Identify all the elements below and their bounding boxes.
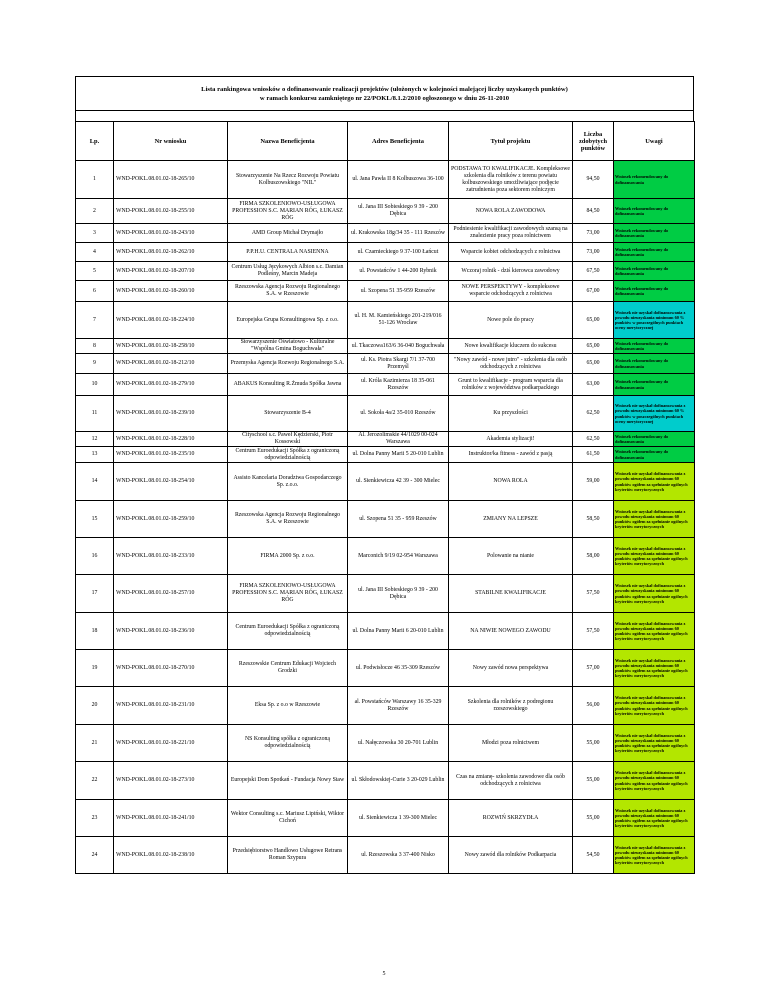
table-row <box>76 374 695 396</box>
document-title <box>75 76 694 110</box>
cell-lp: 16 <box>76 538 114 575</box>
cell-lp: 17 <box>76 575 114 613</box>
cell-uwagi: Wniosek rekomendowany do dofinansowania <box>614 432 695 447</box>
table-row <box>76 161 695 199</box>
cell-adres-beneficjenta: ul. Ks. Piotra Skargi 7/1 37-700 Przemyśl <box>348 354 449 374</box>
cell-tytul-projektu: NOWA ROLA ZAWODOWA <box>449 199 573 224</box>
cell-nr-wniosku: WND-POKL.08.01.02-18-228/10 <box>114 432 228 447</box>
cell-tytul-projektu: Akademia stylizacji! <box>449 432 573 447</box>
table-row <box>76 575 695 613</box>
cell-nazwa-beneficjenta: Assisto Kancelaria Doradztwa Gospodarczego Sp. z.o.o. <box>228 463 348 501</box>
cell-lp: 11 <box>76 396 114 432</box>
cell-uwagi: Wniosek nie uzyskał dofinansowania z powodu nieuzyskania minimum 60 punktów ogółem za spełnianie ogólnych kryteriów merytorycznych <box>614 687 695 725</box>
cell-uwagi: Wniosek nie uzyskał dofinansowania z powodu nieuzyskania minimum 60 punktów ogółem za spełnianie ogólnych kryteriów merytorycznych <box>614 463 695 501</box>
cell-adres-beneficjenta: ul. Sienkiewicza 42 39 - 300 Mielec <box>348 463 449 501</box>
table-row <box>76 302 695 339</box>
cell-nazwa-beneficjenta: Stowarzyszenie Oświatowo - Kulturalne "Wspólna Gmina Boguchwała" <box>228 339 348 354</box>
cell-nr-wniosku: WND-POKL.08.01.02-18-259/10 <box>114 501 228 538</box>
cell-tytul-projektu: Nowy zawód nowa perspektywa <box>449 650 573 687</box>
header-tytul-projektu: Tytuł projektu <box>449 122 573 161</box>
cell-punkty: 55,00 <box>573 725 614 762</box>
cell-lp: 20 <box>76 687 114 725</box>
cell-uwagi: Wniosek nie uzyskał dofinansowania z powodu nieuzyskania minimum 60 % punktów w poszczególnych punktach oceny merytorycznej <box>614 302 695 339</box>
cell-nazwa-beneficjenta: Rzeszowskie Centrum Edukacji Wojciech Grodzki <box>228 650 348 687</box>
cell-uwagi: Wniosek nie uzyskał dofinansowania z powodu nieuzyskania minimum 60 % punktów w poszczególnych punktach oceny merytorycznej <box>614 396 695 432</box>
cell-punkty: 55,00 <box>573 800 614 837</box>
header-adres-beneficjenta: Adres Beneficjenta <box>348 122 449 161</box>
header-nr-wniosku: Nr wniosku <box>114 122 228 161</box>
cell-adres-beneficjenta: ul. H. M. Kamieńskiego 201-219/016 51-126 Wrocław <box>348 302 449 339</box>
cell-nazwa-beneficjenta: AMD Group Michał Drymajło <box>228 224 348 243</box>
cell-nazwa-beneficjenta: FIRMA 2000 Sp. z o.o. <box>228 538 348 575</box>
cell-nr-wniosku: WND-POKL.08.01.02-18-265/10 <box>114 161 228 199</box>
table-row <box>76 501 695 538</box>
table-row <box>76 339 695 354</box>
table-row <box>76 199 695 224</box>
cell-adres-beneficjenta: ul. Szopena 51 35-959 Rzeszów <box>348 281 449 302</box>
table-row <box>76 800 695 837</box>
cell-punkty: 63,00 <box>573 374 614 396</box>
cell-uwagi: Wniosek rekomendowany do dofinansowania <box>614 447 695 463</box>
cell-nazwa-beneficjenta: FIRMA SZKOLENIOWO-USŁUGOWA PROFESSION S.C. MARIAN RÓG, ŁUKASZ RÓG <box>228 575 348 613</box>
table-row <box>76 463 695 501</box>
table-row <box>76 224 695 243</box>
cell-nazwa-beneficjenta: Przedsiębiorstwo Handlowo Usługowe Retrans Roman Szypura <box>228 837 348 874</box>
table-row <box>76 650 695 687</box>
cell-tytul-projektu: NA NIWIE NOWEGO ZAWODU <box>449 613 573 650</box>
cell-uwagi: Wniosek rekomendowany do dofinansowania <box>614 281 695 302</box>
cell-punkty: 94,50 <box>573 161 614 199</box>
cell-nr-wniosku: WND-POKL.08.01.02-18-233/10 <box>114 538 228 575</box>
cell-lp: 4 <box>76 243 114 262</box>
cell-lp: 24 <box>76 837 114 874</box>
cell-adres-beneficjenta: ul. Czarnieckiego 9 37-100 Łańcut <box>348 243 449 262</box>
cell-lp: 6 <box>76 281 114 302</box>
cell-tytul-projektu: Grunt to kwalifikacje - program wsparcia dla rolników z województwa podkarpackiego <box>449 374 573 396</box>
cell-adres-beneficjenta: ul. Jana III Sobieskiego 9 39 - 200 Dębica <box>348 199 449 224</box>
cell-punkty: 73,00 <box>573 224 614 243</box>
cell-nr-wniosku: WND-POKL.08.01.02-18-236/10 <box>114 613 228 650</box>
table-row <box>76 837 695 874</box>
cell-nazwa-beneficjenta: Centrum Euroedukacji Spółka z ograniczoną odpowiedzialnością <box>228 447 348 463</box>
header-lp: Lp. <box>76 122 114 161</box>
cell-punkty: 67,50 <box>573 262 614 281</box>
cell-nazwa-beneficjenta: Stowarzyszenie Na Rzecz Rozwoju Powiatu Kolbuszowskiego "NIL" <box>228 161 348 199</box>
cell-lp: 5 <box>76 262 114 281</box>
cell-uwagi: Wniosek nie uzyskał dofinansowania z powodu nieuzyskania minimum 60 punktów ogółem za spełnianie ogólnych kryteriów merytorycznych <box>614 501 695 538</box>
cell-lp: 19 <box>76 650 114 687</box>
cell-nr-wniosku: WND-POKL.08.01.02-18-235/10 <box>114 447 228 463</box>
table-header-row <box>76 122 695 161</box>
cell-lp: 14 <box>76 463 114 501</box>
cell-lp: 9 <box>76 354 114 374</box>
cell-punkty: 57,50 <box>573 575 614 613</box>
table-row <box>76 687 695 725</box>
cell-adres-beneficjenta: ul. Rzeszowska 3 37-400 Nisko <box>348 837 449 874</box>
table-row <box>76 432 695 447</box>
cell-nazwa-beneficjenta: Wektor Consulting s.c. Mariusz Lipiński, Wiktor Cichoń <box>228 800 348 837</box>
cell-nazwa-beneficjenta: ABAKUS Konsulting R.Żmuda Spółka Jawna <box>228 374 348 396</box>
cell-tytul-projektu: Czas na zmianę- szkolenia zawodowe dla osób odchodzących z rolnictwa <box>449 762 573 800</box>
cell-uwagi: Wniosek nie uzyskał dofinansowania z powodu nieuzyskania minimum 60 punktów ogółem za spełnianie ogólnych kryteriów merytorycznych <box>614 538 695 575</box>
cell-tytul-projektu: Nowe kwalifikacje kluczem do sukcesu <box>449 339 573 354</box>
table-row <box>76 262 695 281</box>
cell-adres-beneficjenta: Marconich 9/19 02-954 Warszawa <box>348 538 449 575</box>
cell-adres-beneficjenta: ul. Podwisłocze 46 35-309 Rzeszów <box>348 650 449 687</box>
cell-nazwa-beneficjenta: Centrum Usług Językowych Albion s.c. Damian Podleśny, Marcin Madeja <box>228 262 348 281</box>
cell-nazwa-beneficjenta: P.P.H.U. CENTRALA NASIENNA <box>228 243 348 262</box>
cell-tytul-projektu: STABILNE KWALIFIKACJE <box>449 575 573 613</box>
cell-punkty: 73,00 <box>573 243 614 262</box>
header-nazwa-beneficjenta: Nazwa Beneficjenta <box>228 122 348 161</box>
cell-tytul-projektu: ROZWIŃ SKRZYDŁA <box>449 800 573 837</box>
cell-punkty: 59,00 <box>573 463 614 501</box>
cell-nr-wniosku: WND-POKL.08.01.02-18-262/10 <box>114 243 228 262</box>
cell-lp: 2 <box>76 199 114 224</box>
cell-adres-beneficjenta: ul. Sokoła 4a/2 35-010 Rzeszów <box>348 396 449 432</box>
cell-nr-wniosku: WND-POKL.08.01.02-18-224/10 <box>114 302 228 339</box>
cell-adres-beneficjenta: ul. Jana Pawła II 8 Kolbuszowa 36-100 <box>348 161 449 199</box>
ranking-table <box>75 121 695 874</box>
cell-punkty: 65,00 <box>573 339 614 354</box>
cell-nr-wniosku: WND-POKL.08.01.02-18-254/10 <box>114 463 228 501</box>
cell-uwagi: Wniosek rekomendowany do dofinansowania <box>614 243 695 262</box>
ranking-document <box>75 76 694 874</box>
cell-lp: 23 <box>76 800 114 837</box>
cell-lp: 21 <box>76 725 114 762</box>
cell-uwagi: Wniosek nie uzyskał dofinansowania z powodu nieuzyskania minimum 60 punktów ogółem za spełnianie ogólnych kryteriów merytorycznych <box>614 725 695 762</box>
cell-nr-wniosku: WND-POKL.08.01.02-18-212/10 <box>114 354 228 374</box>
cell-uwagi: Wniosek rekomendowany do dofinansowania <box>614 339 695 354</box>
cell-nr-wniosku: WND-POKL.08.01.02-18-238/10 <box>114 837 228 874</box>
cell-tytul-projektu: Nowy zawód dla rolników Podkarpacia <box>449 837 573 874</box>
cell-nr-wniosku: WND-POKL.08.01.02-18-255/10 <box>114 199 228 224</box>
cell-adres-beneficjenta: ul. Krakowska 18g/34 35 - 111 Rzeszów <box>348 224 449 243</box>
cell-nazwa-beneficjenta: Centrum Euroedukacji Spółka z ograniczoną odpowiedzialnością <box>228 613 348 650</box>
cell-lp: 1 <box>76 161 114 199</box>
cell-adres-beneficjenta: ul. Powstańców 1 44-200 Rybnik <box>348 262 449 281</box>
cell-tytul-projektu: Szkolenia dla rolników z podregionu rzeszowskiego <box>449 687 573 725</box>
table-row <box>76 281 695 302</box>
cell-nazwa-beneficjenta: Eksa Sp. z o.o w Rzeszowie <box>228 687 348 725</box>
cell-adres-beneficjenta: al. Powstańców Warszawy 16 35-329 Rzeszów <box>348 687 449 725</box>
table-row <box>76 354 695 374</box>
cell-punkty: 57,00 <box>573 650 614 687</box>
cell-nr-wniosku: WND-POKL.08.01.02-18-260/10 <box>114 281 228 302</box>
cell-nr-wniosku: WND-POKL.08.01.02-18-279/10 <box>114 374 228 396</box>
cell-uwagi: Wniosek nie uzyskał dofinansowania z powodu nieuzyskania minimum 60 punktów ogółem za spełnianie ogólnych kryteriów merytorycznych <box>614 650 695 687</box>
cell-nazwa-beneficjenta: Europejski Dom Spotkań - Fundacja Nowy Staw <box>228 762 348 800</box>
cell-uwagi: Wniosek rekomendowany do dofinansowania <box>614 224 695 243</box>
cell-punkty: 65,00 <box>573 354 614 374</box>
cell-adres-beneficjenta: ul. Dolna Panny Marii 6 20-010 Lublin <box>348 613 449 650</box>
cell-tytul-projektu: ZMIANY NA LEPSZE <box>449 501 573 538</box>
cell-adres-beneficjenta: ul. Jana III Sobieskiego 9 39 - 200 Dębica <box>348 575 449 613</box>
cell-tytul-projektu: Nowe pole do pracy <box>449 302 573 339</box>
cell-lp: 12 <box>76 432 114 447</box>
table-row <box>76 447 695 463</box>
cell-adres-beneficjenta: ul. Nałęczowska 30 20-701 Lublin <box>348 725 449 762</box>
cell-punkty: 57,50 <box>573 613 614 650</box>
cell-punkty: 61,50 <box>573 447 614 463</box>
cell-punkty: 65,00 <box>573 302 614 339</box>
cell-nr-wniosku: WND-POKL.08.01.02-18-243/10 <box>114 224 228 243</box>
cell-tytul-projektu: Podniesienie kwalifikacji zawodowych szansą na znalezienie pracy poza rolnictwem <box>449 224 573 243</box>
cell-uwagi: Wniosek nie uzyskał dofinansowania z powodu nieuzyskania minimum 60 punktów ogółem za spełnianie ogólnych kryteriów merytorycznych <box>614 613 695 650</box>
table-row <box>76 725 695 762</box>
cell-uwagi: Wniosek rekomendowany do dofinansowania <box>614 161 695 199</box>
title-line-2: w ramach konkursu zamkniętego nr 22/POKL/8.1.2/2010 ogłoszonego w dniu 26-11-2010 <box>259 94 510 102</box>
cell-nazwa-beneficjenta: Przemyska Agencja Rozwoju Regionalnego S.A. <box>228 354 348 374</box>
cell-punkty: 58,50 <box>573 501 614 538</box>
cell-nazwa-beneficjenta: FIRMA SZKOLENIOWO-USŁUGOWA PROFESSION S.C. MARIAN RÓG, ŁUKASZ RÓG <box>228 199 348 224</box>
cell-nr-wniosku: WND-POKL.08.01.02-18-241/10 <box>114 800 228 837</box>
cell-nr-wniosku: WND-POKL.08.01.02-18-258/10 <box>114 339 228 354</box>
cell-uwagi: Wniosek rekomendowany do dofinansowania <box>614 199 695 224</box>
cell-adres-beneficjenta: ul. Tkaczowa163/6 36-040 Boguchwała <box>348 339 449 354</box>
cell-lp: 13 <box>76 447 114 463</box>
cell-uwagi: Wniosek nie uzyskał dofinansowania z powodu nieuzyskania minimum 60 punktów ogółem za spełnianie ogólnych kryteriów merytorycznych <box>614 575 695 613</box>
cell-uwagi: Wniosek nie uzyskał dofinansowania z powodu nieuzyskania minimum 60 punktów ogółem za spełnianie ogólnych kryteriów merytorycznych <box>614 800 695 837</box>
cell-tytul-projektu: NOWA ROLA <box>449 463 573 501</box>
header-uwagi: Uwagi <box>614 122 695 161</box>
cell-punkty: 54,50 <box>573 837 614 874</box>
table-row <box>76 538 695 575</box>
cell-tytul-projektu: Młodzi poza rolnictwem <box>449 725 573 762</box>
cell-lp: 8 <box>76 339 114 354</box>
cell-adres-beneficjenta: ul. Sienkiewicza 1 39-300 Mielec <box>348 800 449 837</box>
cell-uwagi: Wniosek nie uzyskał dofinansowania z powodu nieuzyskania minimum 60 punktów ogółem za spełnianie ogólnych kryteriów merytorycznych <box>614 837 695 874</box>
cell-nr-wniosku: WND-POKL.08.01.02-18-270/10 <box>114 650 228 687</box>
cell-uwagi: Wniosek rekomendowany do dofinansowania <box>614 374 695 396</box>
cell-uwagi: Wniosek nie uzyskał dofinansowania z powodu nieuzyskania minimum 60 punktów ogółem za spełnianie ogólnych kryteriów merytorycznych <box>614 762 695 800</box>
cell-lp: 15 <box>76 501 114 538</box>
cell-lp: 10 <box>76 374 114 396</box>
cell-lp: 7 <box>76 302 114 339</box>
cell-adres-beneficjenta: Al. Jerozolimskie 44/1029 00-024 Warszawa <box>348 432 449 447</box>
page-number: 5 <box>382 971 386 977</box>
cell-tytul-projektu: "Nowy zawód - nowe jutro" - szkolenia dla osób odchodzących z rolnictwa <box>449 354 573 374</box>
cell-nazwa-beneficjenta: NS Konsulting spółka z ograniczoną odpowiedzialnością <box>228 725 348 762</box>
title-line-1: Lista rankingowa wniosków o dofinansowanie realizacji projektów (ułożonych w kolejności malejącej liczby uzyskanych punktów) <box>201 85 568 93</box>
cell-tytul-projektu: Wczoraj rolnik - dziś kierowca zawodowy <box>449 262 573 281</box>
cell-lp: 22 <box>76 762 114 800</box>
cell-adres-beneficjenta: ul. Szopena 51 35 - 959 Rzeszów <box>348 501 449 538</box>
header-liczba-punktow: Liczba zdobytych punktów <box>573 122 614 161</box>
cell-nazwa-beneficjenta: Rzeszowska Agencja Rozwoju Regionalnego S.A. w Rzeszowie <box>228 501 348 538</box>
cell-tytul-projektu: Ku przyszłości <box>449 396 573 432</box>
cell-uwagi: Wniosek rekomendowany do dofinansowania <box>614 354 695 374</box>
cell-lp: 3 <box>76 224 114 243</box>
cell-nazwa-beneficjenta: Cityschool s.c. Paweł Kędzierski, Piotr Kossowski <box>228 432 348 447</box>
table-row <box>76 613 695 650</box>
cell-nr-wniosku: WND-POKL.08.01.02-18-207/10 <box>114 262 228 281</box>
cell-tytul-projektu: Polowanie na nianie <box>449 538 573 575</box>
cell-tytul-projektu: Wsparcie kobiet odchodzących z rolnictwa <box>449 243 573 262</box>
cell-punkty: 84,50 <box>573 199 614 224</box>
cell-punkty: 55,00 <box>573 762 614 800</box>
cell-tytul-projektu: NOWE PERSPEKTYWY - kompleksowe wsparcie odchodzących z rolnictwa <box>449 281 573 302</box>
cell-nazwa-beneficjenta: Europejska Grupa Konsultingowa Sp. z o.o. <box>228 302 348 339</box>
cell-punkty: 67,00 <box>573 281 614 302</box>
cell-adres-beneficjenta: ul. Skłodowskiej-Curie 3 20-029 Lublin <box>348 762 449 800</box>
cell-nazwa-beneficjenta: Rzeszowska Agencja Rozwoju Regionalnego S.A. w Rzeszowie <box>228 281 348 302</box>
cell-tytul-projektu: PODSTAWA TO KWALIFIKACJE. Kompleksowe szkolenia dla rolników z terenu powiatu kolbuszowskiego umożliwiające podjęcie zatrudnienia poza sektorem rolniczym <box>449 161 573 199</box>
cell-nr-wniosku: WND-POKL.08.01.02-18-221/10 <box>114 725 228 762</box>
cell-punkty: 62,50 <box>573 432 614 447</box>
cell-nr-wniosku: WND-POKL.08.01.02-18-231/10 <box>114 687 228 725</box>
table-row <box>76 396 695 432</box>
cell-nr-wniosku: WND-POKL.08.01.02-18-239/10 <box>114 396 228 432</box>
cell-uwagi: Wniosek rekomendowany do dofinansowania <box>614 262 695 281</box>
table-row <box>76 243 695 262</box>
cell-adres-beneficjenta: ul. Króla Kazimierza 18 35-061 Rzeszów <box>348 374 449 396</box>
cell-lp: 18 <box>76 613 114 650</box>
spacer-row <box>75 110 694 121</box>
cell-punkty: 58,00 <box>573 538 614 575</box>
cell-nr-wniosku: WND-POKL.08.01.02-18-273/10 <box>114 762 228 800</box>
cell-tytul-projektu: Instruktor/ka fitness - zawód z pasją <box>449 447 573 463</box>
cell-adres-beneficjenta: ul. Dolna Panny Marii 5 20-010 Lublin <box>348 447 449 463</box>
cell-nazwa-beneficjenta: Stowarzyszenie B-4 <box>228 396 348 432</box>
cell-nr-wniosku: WND-POKL.08.01.02-18-257/10 <box>114 575 228 613</box>
cell-punkty: 56,00 <box>573 687 614 725</box>
table-row <box>76 762 695 800</box>
cell-punkty: 62,50 <box>573 396 614 432</box>
